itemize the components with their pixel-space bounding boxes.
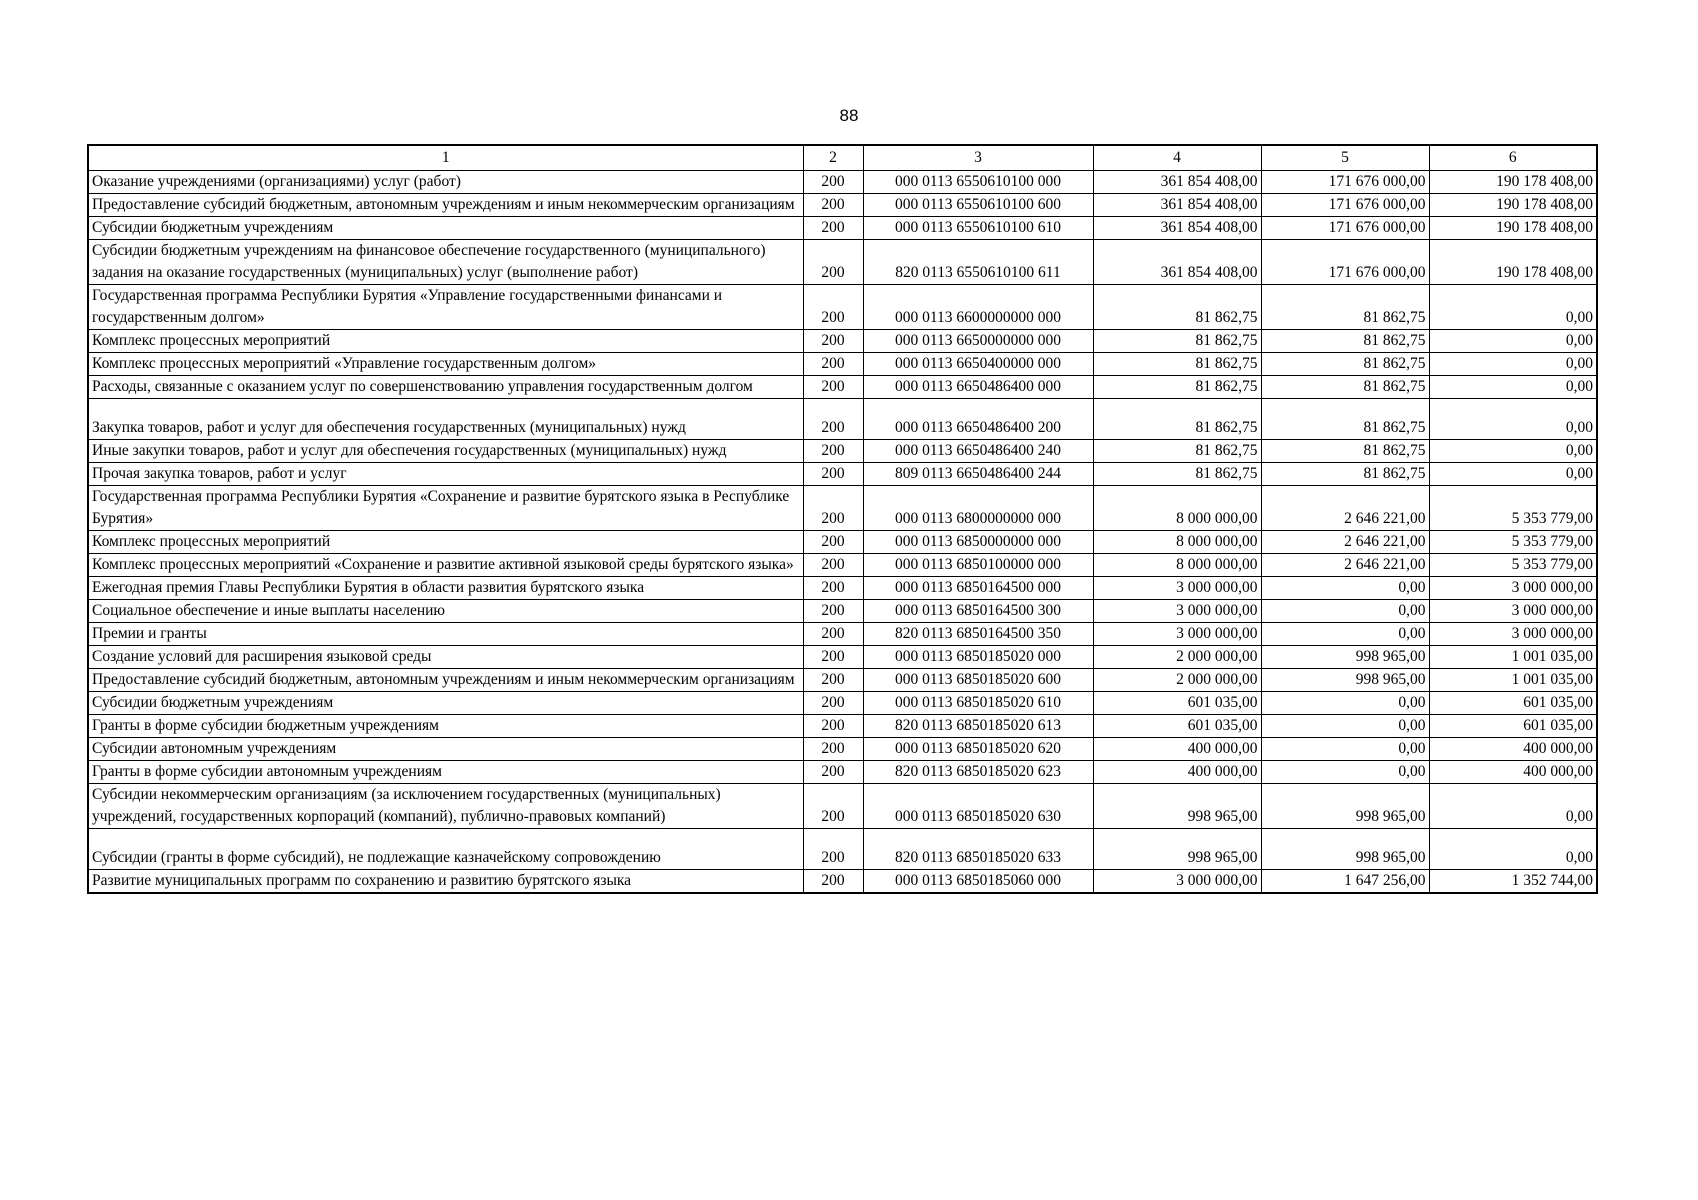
row-value-col4: 361 854 408,00 [1093,194,1261,217]
column-number-row [88,145,1597,171]
row-value-col4: 998 965,00 [1093,829,1261,870]
table-row [88,623,1597,646]
row-value-col6: 190 178 408,00 [1429,217,1597,240]
row-name-cell: Закупка товаров, работ и услуг для обеспечения государственных (муниципальных) нужд [88,399,803,440]
column-header-6: 6 [1429,145,1597,171]
row-value-col5: 81 862,75 [1261,440,1429,463]
row-code-cell: 200 [803,240,863,285]
column-header-3: 3 [863,145,1093,171]
row-value-col6: 1 352 744,00 [1429,870,1597,894]
row-code-cell: 200 [803,353,863,376]
row-value-col5: 81 862,75 [1261,285,1429,330]
table-row [88,463,1597,486]
row-value-col6: 190 178 408,00 [1429,240,1597,285]
row-code-cell: 200 [803,870,863,894]
row-value-col5: 81 862,75 [1261,353,1429,376]
row-name-cell: Расходы, связанные с оказанием услуг по совершенствованию управления государственным долгом [88,376,803,399]
row-value-col5: 0,00 [1261,715,1429,738]
row-value-col6: 5 353 779,00 [1429,486,1597,531]
row-kbk-cell: 820 0113 6850185020 623 [863,761,1093,784]
table-row [88,577,1597,600]
row-value-col5: 998 965,00 [1261,646,1429,669]
row-value-col6: 601 035,00 [1429,692,1597,715]
row-kbk-cell: 000 0113 6650486400 240 [863,440,1093,463]
row-value-col4: 3 000 000,00 [1093,870,1261,894]
row-value-col4: 3 000 000,00 [1093,577,1261,600]
row-name-cell: Субсидии бюджетным учреждениям [88,692,803,715]
row-value-col4: 8 000 000,00 [1093,486,1261,531]
row-value-col6: 190 178 408,00 [1429,194,1597,217]
row-value-col4: 81 862,75 [1093,353,1261,376]
row-code-cell: 200 [803,600,863,623]
table-row [88,554,1597,577]
row-value-col4: 400 000,00 [1093,738,1261,761]
row-value-col6: 0,00 [1429,330,1597,353]
row-kbk-cell: 000 0113 6650400000 000 [863,353,1093,376]
table-row [88,440,1597,463]
table-row [88,376,1597,399]
table-row [88,353,1597,376]
row-kbk-cell: 000 0113 6850185060 000 [863,870,1093,894]
row-value-col5: 171 676 000,00 [1261,240,1429,285]
row-value-col4: 81 862,75 [1093,463,1261,486]
row-value-col6: 0,00 [1429,463,1597,486]
row-value-col5: 2 646 221,00 [1261,486,1429,531]
row-kbk-cell: 820 0113 6550610100 611 [863,240,1093,285]
row-value-col5: 998 965,00 [1261,829,1429,870]
table-row [88,600,1597,623]
row-name-cell: Субсидии бюджетным учреждениям на финансовое обеспечение государственного (муниципального) задания на оказание государственных (муниципальных) услуг (выполнение работ) [88,240,803,285]
row-value-col6: 3 000 000,00 [1429,623,1597,646]
row-kbk-cell: 000 0113 6850100000 000 [863,554,1093,577]
row-value-col4: 2 000 000,00 [1093,646,1261,669]
row-kbk-cell: 000 0113 6850164500 300 [863,600,1093,623]
row-value-col6: 190 178 408,00 [1429,171,1597,194]
row-value-col4: 81 862,75 [1093,440,1261,463]
row-kbk-cell: 000 0113 6850000000 000 [863,531,1093,554]
row-value-col5: 998 965,00 [1261,784,1429,829]
table-row [88,486,1597,531]
table-row [88,669,1597,692]
row-code-cell: 200 [803,692,863,715]
row-kbk-cell: 000 0113 6650486400 200 [863,399,1093,440]
row-kbk-cell: 809 0113 6650486400 244 [863,463,1093,486]
table-row [88,217,1597,240]
row-value-col4: 81 862,75 [1093,376,1261,399]
row-value-col5: 171 676 000,00 [1261,217,1429,240]
row-kbk-cell: 000 0113 6650000000 000 [863,330,1093,353]
row-value-col5: 1 647 256,00 [1261,870,1429,894]
row-value-col4: 601 035,00 [1093,715,1261,738]
row-value-col5: 0,00 [1261,623,1429,646]
row-value-col5: 81 862,75 [1261,330,1429,353]
row-name-cell: Создание условий для расширения языковой среды [88,646,803,669]
row-value-col6: 3 000 000,00 [1429,577,1597,600]
row-code-cell: 200 [803,531,863,554]
row-kbk-cell: 000 0113 6600000000 000 [863,285,1093,330]
row-name-cell: Субсидии (гранты в форме субсидий), не подлежащие казначейскому сопровождению [88,829,803,870]
row-value-col6: 0,00 [1429,829,1597,870]
row-code-cell: 200 [803,217,863,240]
row-value-col4: 361 854 408,00 [1093,217,1261,240]
row-value-col5: 171 676 000,00 [1261,194,1429,217]
row-name-cell: Иные закупки товаров, работ и услуг для обеспечения государственных (муниципальных) нужд [88,440,803,463]
row-kbk-cell: 000 0113 6850185020 630 [863,784,1093,829]
table-row [88,761,1597,784]
table-row [88,240,1597,285]
row-value-col5: 81 862,75 [1261,463,1429,486]
row-value-col6: 0,00 [1429,784,1597,829]
table-row [88,738,1597,761]
row-name-cell: Субсидии некоммерческим организациям (за исключением государственных (муниципальных) учреждений, государственных корпораций (компаний), публично-правовых компаний) [88,784,803,829]
table-row [88,194,1597,217]
row-value-col4: 81 862,75 [1093,285,1261,330]
table-row [88,829,1597,870]
row-value-col5: 81 862,75 [1261,399,1429,440]
row-kbk-cell: 000 0113 6850185020 610 [863,692,1093,715]
row-name-cell: Субсидии бюджетным учреждениям [88,217,803,240]
row-code-cell: 200 [803,440,863,463]
row-code-cell: 200 [803,623,863,646]
page-number: 88 [839,106,859,125]
row-name-cell: Развитие муниципальных программ по сохранению и развитию бурятского языка [88,870,803,894]
row-code-cell: 200 [803,463,863,486]
row-value-col4: 8 000 000,00 [1093,531,1261,554]
row-value-col6: 0,00 [1429,376,1597,399]
row-code-cell: 200 [803,554,863,577]
row-value-col4: 81 862,75 [1093,399,1261,440]
row-value-col5: 0,00 [1261,738,1429,761]
row-name-cell: Субсидии автономным учреждениям [88,738,803,761]
row-name-cell: Прочая закупка товаров, работ и услуг [88,463,803,486]
row-name-cell: Комплекс процессных мероприятий «Управление государственным долгом» [88,353,803,376]
row-code-cell: 200 [803,761,863,784]
row-value-col5: 2 646 221,00 [1261,531,1429,554]
row-value-col4: 361 854 408,00 [1093,171,1261,194]
row-kbk-cell: 000 0113 6850185020 000 [863,646,1093,669]
row-code-cell: 200 [803,646,863,669]
row-name-cell: Комплекс процессных мероприятий «Сохранение и развитие активной языковой среды бурятского языка» [88,554,803,577]
row-kbk-cell: 820 0113 6850185020 613 [863,715,1093,738]
table-row [88,646,1597,669]
row-name-cell: Государственная программа Республики Бурятия «Управление государственными финансами и государственным долгом» [88,285,803,330]
row-value-col5: 0,00 [1261,577,1429,600]
row-value-col6: 400 000,00 [1429,761,1597,784]
row-code-cell: 200 [803,330,863,353]
row-code-cell: 200 [803,715,863,738]
table-row [88,171,1597,194]
row-name-cell: Предоставление субсидий бюджетным, автономным учреждениям и иным некоммерческим организациям [88,669,803,692]
row-kbk-cell: 000 0113 6650486400 000 [863,376,1093,399]
row-code-cell: 200 [803,376,863,399]
row-value-col6: 601 035,00 [1429,715,1597,738]
row-code-cell: 200 [803,829,863,870]
row-name-cell: Предоставление субсидий бюджетным, автономным учреждениям и иным некоммерческим организациям [88,194,803,217]
table-body [88,171,1597,894]
row-value-col4: 400 000,00 [1093,761,1261,784]
row-value-col5: 2 646 221,00 [1261,554,1429,577]
row-kbk-cell: 000 0113 6550610100 000 [863,171,1093,194]
column-header-1: 1 [88,145,803,171]
row-name-cell: Государственная программа Республики Бурятия «Сохранение и развитие бурятского языка в Республике Бурятия» [88,486,803,531]
row-name-cell: Премии и гранты [88,623,803,646]
row-value-col6: 1 001 035,00 [1429,669,1597,692]
row-value-col4: 8 000 000,00 [1093,554,1261,577]
row-name-cell: Комплекс процессных мероприятий [88,330,803,353]
row-value-col5: 171 676 000,00 [1261,171,1429,194]
row-value-col5: 0,00 [1261,600,1429,623]
row-kbk-cell: 000 0113 6850164500 000 [863,577,1093,600]
row-value-col6: 5 353 779,00 [1429,531,1597,554]
row-kbk-cell: 000 0113 6550610100 600 [863,194,1093,217]
row-kbk-cell: 820 0113 6850185020 633 [863,829,1093,870]
table-row [88,399,1597,440]
row-name-cell: Комплекс процессных мероприятий [88,531,803,554]
row-value-col4: 81 862,75 [1093,330,1261,353]
row-value-col4: 3 000 000,00 [1093,623,1261,646]
row-code-cell: 200 [803,399,863,440]
column-header-5: 5 [1261,145,1429,171]
row-value-col6: 1 001 035,00 [1429,646,1597,669]
row-name-cell: Оказание учреждениями (организациями) услуг (работ) [88,171,803,194]
table-row [88,692,1597,715]
row-value-col5: 81 862,75 [1261,376,1429,399]
row-code-cell: 200 [803,194,863,217]
table-row [88,531,1597,554]
row-code-cell: 200 [803,669,863,692]
row-kbk-cell: 000 0113 6850185020 600 [863,669,1093,692]
table-row [88,870,1597,894]
row-value-col6: 0,00 [1429,440,1597,463]
row-code-cell: 200 [803,285,863,330]
row-code-cell: 200 [803,784,863,829]
row-kbk-cell: 820 0113 6850164500 350 [863,623,1093,646]
row-value-col6: 0,00 [1429,353,1597,376]
table-row [88,715,1597,738]
row-value-col5: 0,00 [1261,761,1429,784]
row-code-cell: 200 [803,171,863,194]
row-code-cell: 200 [803,738,863,761]
budget-table [87,144,1598,894]
table-row [88,285,1597,330]
row-value-col4: 361 854 408,00 [1093,240,1261,285]
row-name-cell: Гранты в форме субсидии бюджетным учреждениям [88,715,803,738]
row-kbk-cell: 000 0113 6850185020 620 [863,738,1093,761]
table-row [88,330,1597,353]
column-header-4: 4 [1093,145,1261,171]
row-value-col4: 3 000 000,00 [1093,600,1261,623]
row-kbk-cell: 000 0113 6550610100 610 [863,217,1093,240]
row-kbk-cell: 000 0113 6800000000 000 [863,486,1093,531]
row-value-col6: 5 353 779,00 [1429,554,1597,577]
row-value-col5: 998 965,00 [1261,669,1429,692]
column-header-2: 2 [803,145,863,171]
row-value-col5: 0,00 [1261,692,1429,715]
row-code-cell: 200 [803,486,863,531]
row-value-col6: 400 000,00 [1429,738,1597,761]
row-name-cell: Социальное обеспечение и иные выплаты населению [88,600,803,623]
row-value-col6: 3 000 000,00 [1429,600,1597,623]
row-value-col4: 601 035,00 [1093,692,1261,715]
row-name-cell: Гранты в форме субсидии автономным учреждениям [88,761,803,784]
row-code-cell: 200 [803,577,863,600]
row-value-col4: 998 965,00 [1093,784,1261,829]
row-value-col4: 2 000 000,00 [1093,669,1261,692]
row-value-col6: 0,00 [1429,285,1597,330]
table-header [88,145,1597,171]
table-row [88,784,1597,829]
row-name-cell: Ежегодная премия Главы Республики Бурятия в области развития бурятского языка [88,577,803,600]
row-value-col6: 0,00 [1429,399,1597,440]
